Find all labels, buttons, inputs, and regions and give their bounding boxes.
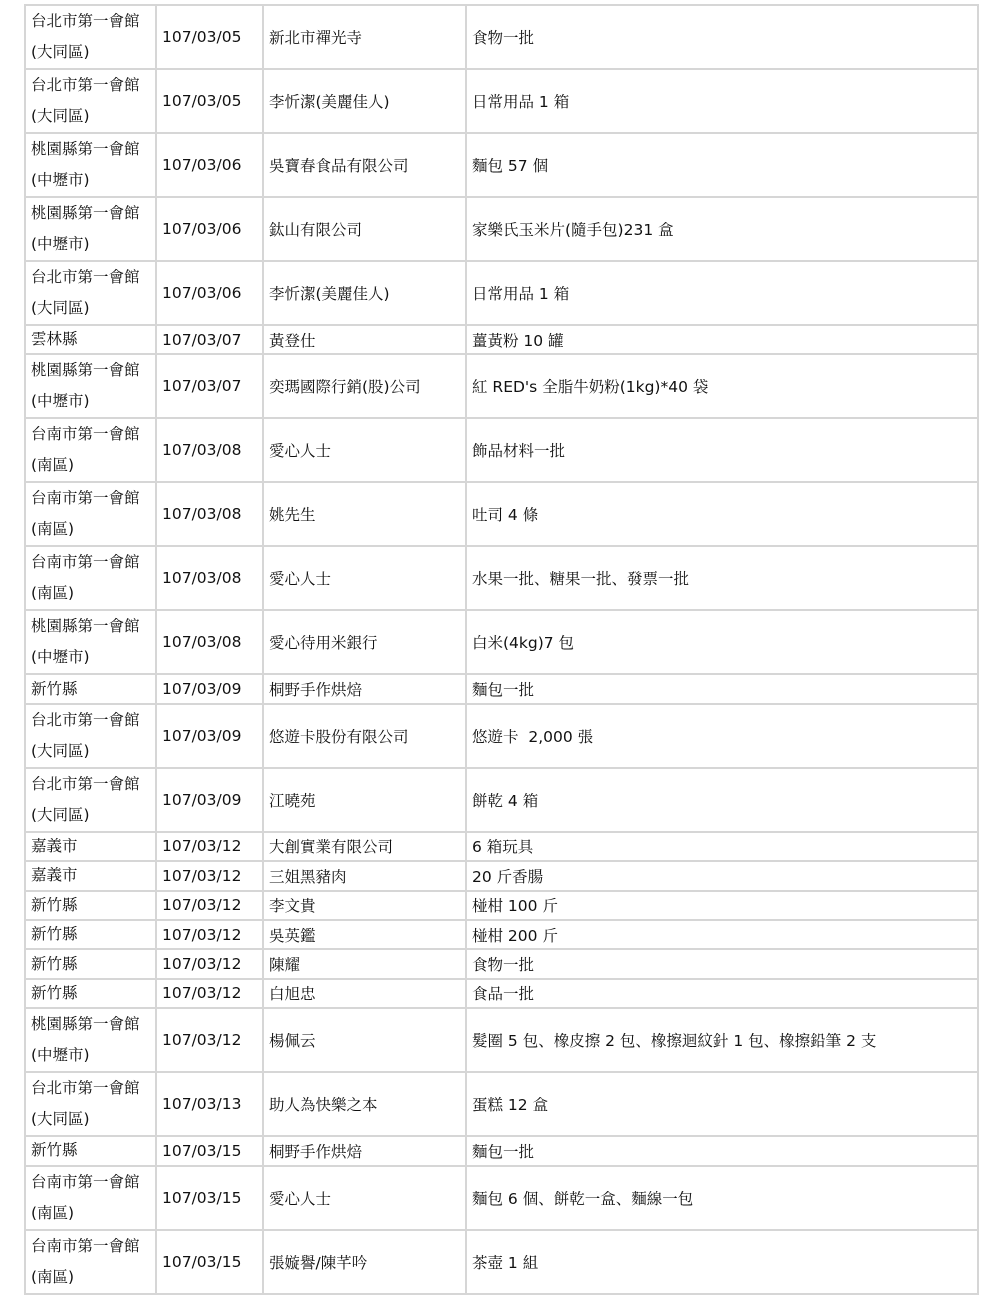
branch-cell <box>25 354 156 418</box>
donation-table <box>24 4 979 1295</box>
date-cell: 107/03/12 <box>156 979 263 1008</box>
table-row <box>25 979 978 1008</box>
branch-cell <box>25 674 156 703</box>
branch-district: (大同區) <box>31 805 90 824</box>
branch-name: 新竹縣 <box>31 925 78 944</box>
item-cell: 蛋糕 12 盒 <box>466 1072 978 1136</box>
item-cell: 椪柑 200 斤 <box>466 920 978 949</box>
donor-cell: 悠遊卡股份有限公司 <box>263 704 466 768</box>
branch-cell <box>25 482 156 546</box>
table-row <box>25 261 978 325</box>
branch-cell <box>25 891 156 920</box>
date-cell: 107/03/09 <box>156 768 263 832</box>
table-row <box>25 482 978 546</box>
branch-name: 桃園縣第一會館 <box>31 1015 140 1034</box>
donor-cell: 新北市禪光寺 <box>263 5 466 69</box>
item-cell: 食物一批 <box>466 949 978 978</box>
branch-name: 新竹縣 <box>31 1141 78 1160</box>
branch-name: 新竹縣 <box>31 679 78 698</box>
item-cell: 食品一批 <box>466 979 978 1008</box>
item-cell: 日常用品 1 箱 <box>466 261 978 325</box>
branch-cell <box>25 920 156 949</box>
branch-name: 台南市第一會館 <box>31 1236 140 1255</box>
table-row <box>25 768 978 832</box>
date-cell: 107/03/12 <box>156 861 263 890</box>
donor-cell: 愛心人士 <box>263 546 466 610</box>
branch-name: 桃園縣第一會館 <box>31 617 140 636</box>
branch-cell <box>25 1166 156 1230</box>
table-row <box>25 1008 978 1072</box>
item-cell: 紅 RED's 全脂牛奶粉(1kg)*40 袋 <box>466 354 978 418</box>
item-cell: 茶壺 1 組 <box>466 1230 978 1294</box>
table-row <box>25 197 978 261</box>
item-cell: 吐司 4 條 <box>466 482 978 546</box>
branch-name: 台北市第一會館 <box>31 710 140 729</box>
branch-name: 嘉義市 <box>31 836 78 855</box>
branch-cell <box>25 1008 156 1072</box>
branch-cell <box>25 5 156 69</box>
branch-cell <box>25 861 156 890</box>
donation-table-body <box>25 5 978 1294</box>
donor-cell: 愛心人士 <box>263 418 466 482</box>
item-cell: 麵包 6 個、餅乾一盒、麵線一包 <box>466 1166 978 1230</box>
table-row <box>25 704 978 768</box>
branch-district: (大同區) <box>31 741 90 760</box>
table-row <box>25 1072 978 1136</box>
branch-cell <box>25 768 156 832</box>
date-cell: 107/03/15 <box>156 1136 263 1165</box>
table-row <box>25 861 978 890</box>
branch-cell <box>25 704 156 768</box>
branch-name: 台北市第一會館 <box>31 774 140 793</box>
table-row <box>25 354 978 418</box>
donor-cell: 江曉苑 <box>263 768 466 832</box>
item-cell: 白米(4kg)7 包 <box>466 610 978 674</box>
date-cell: 107/03/05 <box>156 69 263 133</box>
branch-district: (中壢市) <box>31 235 90 253</box>
table-row <box>25 674 978 703</box>
table-row <box>25 832 978 861</box>
donor-cell: 大創實業有限公司 <box>263 832 466 861</box>
branch-name: 台北市第一會館 <box>31 268 140 286</box>
donor-cell: 姚先生 <box>263 482 466 546</box>
table-row <box>25 920 978 949</box>
item-cell: 食物一批 <box>466 5 978 69</box>
branch-cell <box>25 1230 156 1294</box>
branch-name: 台南市第一會館 <box>31 425 140 444</box>
date-cell: 107/03/15 <box>156 1230 263 1294</box>
table-row <box>25 1136 978 1165</box>
donor-cell: 李文貴 <box>263 891 466 920</box>
item-cell: 椪柑 100 斤 <box>466 891 978 920</box>
date-cell: 107/03/09 <box>156 704 263 768</box>
date-cell: 107/03/12 <box>156 1008 263 1072</box>
date-cell: 107/03/08 <box>156 546 263 610</box>
donor-cell: 愛心待用米銀行 <box>263 610 466 674</box>
donor-cell: 愛心人士 <box>263 1166 466 1230</box>
donor-cell: 黃登仕 <box>263 325 466 354</box>
table-row <box>25 891 978 920</box>
branch-name: 台北市第一會館 <box>31 76 140 94</box>
branch-name: 台南市第一會館 <box>31 553 140 572</box>
table-row <box>25 325 978 354</box>
donor-cell: 奕瑪國際行銷(股)公司 <box>263 354 466 418</box>
table-row <box>25 1166 978 1230</box>
donor-cell: 三姐黑豬肉 <box>263 861 466 890</box>
branch-cell <box>25 610 156 674</box>
branch-district: (中壢市) <box>31 1046 90 1065</box>
branch-district: (南區) <box>31 520 75 539</box>
branch-cell <box>25 949 156 978</box>
branch-cell <box>25 979 156 1008</box>
date-cell: 107/03/06 <box>156 261 263 325</box>
donor-cell: 白旭忠 <box>263 979 466 1008</box>
date-cell: 107/03/07 <box>156 325 263 354</box>
branch-cell <box>25 832 156 861</box>
donor-cell: 吳英鑑 <box>263 920 466 949</box>
date-cell: 107/03/12 <box>156 949 263 978</box>
table-row <box>25 610 978 674</box>
item-cell: 薑黃粉 10 罐 <box>466 325 978 354</box>
table-row <box>25 133 978 197</box>
table-row <box>25 5 978 69</box>
item-cell: 麵包一批 <box>466 1136 978 1165</box>
branch-district: (中壢市) <box>31 392 90 411</box>
table-row <box>25 1230 978 1294</box>
item-cell: 餅乾 4 箱 <box>466 768 978 832</box>
branch-name: 嘉義市 <box>31 866 78 885</box>
branch-cell <box>25 325 156 354</box>
date-cell: 107/03/06 <box>156 133 263 197</box>
branch-name: 台北市第一會館 <box>31 12 140 30</box>
item-cell: 髮圈 5 包、橡皮擦 2 包、橡擦迴紋針 1 包、橡擦鉛筆 2 支 <box>466 1008 978 1072</box>
item-cell: 悠遊卡 2,000 張 <box>466 704 978 768</box>
branch-name: 雲林縣 <box>31 330 78 349</box>
branch-name: 台北市第一會館 <box>31 1079 140 1098</box>
branch-district: (大同區) <box>31 107 90 125</box>
item-cell: 日常用品 1 箱 <box>466 69 978 133</box>
branch-cell <box>25 133 156 197</box>
branch-name: 桃園縣第一會館 <box>31 140 140 158</box>
branch-district: (中壢市) <box>31 648 90 667</box>
branch-district: (南區) <box>31 584 75 603</box>
donor-cell: 張嫙譽/陳芊吟 <box>263 1230 466 1294</box>
branch-name: 新竹縣 <box>31 983 78 1002</box>
branch-cell <box>25 69 156 133</box>
date-cell: 107/03/08 <box>156 482 263 546</box>
donor-cell: 李忻潔(美麗佳人) <box>263 69 466 133</box>
branch-cell <box>25 261 156 325</box>
table-row <box>25 69 978 133</box>
item-cell: 麵包 57 個 <box>466 133 978 197</box>
branch-district: (南區) <box>31 456 75 475</box>
branch-name: 台南市第一會館 <box>31 1172 140 1191</box>
branch-name: 桃園縣第一會館 <box>31 361 140 380</box>
branch-cell <box>25 546 156 610</box>
table-row <box>25 418 978 482</box>
branch-name: 新竹縣 <box>31 954 78 973</box>
date-cell: 107/03/08 <box>156 418 263 482</box>
branch-district: (大同區) <box>31 1110 90 1129</box>
donor-cell: 桐野手作烘焙 <box>263 1136 466 1165</box>
branch-district: (大同區) <box>31 299 90 317</box>
branch-district: (南區) <box>31 1203 75 1222</box>
donor-cell: 桐野手作烘焙 <box>263 674 466 703</box>
date-cell: 107/03/07 <box>156 354 263 418</box>
branch-name: 桃園縣第一會館 <box>31 204 140 222</box>
date-cell: 107/03/12 <box>156 920 263 949</box>
date-cell: 107/03/06 <box>156 197 263 261</box>
branch-cell <box>25 1072 156 1136</box>
table-row <box>25 949 978 978</box>
donor-cell: 助人為快樂之本 <box>263 1072 466 1136</box>
donor-cell: 楊佩云 <box>263 1008 466 1072</box>
donor-cell: 陳耀 <box>263 949 466 978</box>
date-cell: 107/03/09 <box>156 674 263 703</box>
table-row <box>25 546 978 610</box>
item-cell: 20 斤香腸 <box>466 861 978 890</box>
branch-name: 新竹縣 <box>31 895 78 914</box>
branch-district: (南區) <box>31 1267 75 1286</box>
branch-name: 台南市第一會館 <box>31 489 140 508</box>
branch-cell <box>25 197 156 261</box>
date-cell: 107/03/12 <box>156 832 263 861</box>
donor-cell: 李忻潔(美麗佳人) <box>263 261 466 325</box>
item-cell: 水果一批、糖果一批、發票一批 <box>466 546 978 610</box>
item-cell: 6 箱玩具 <box>466 832 978 861</box>
date-cell: 107/03/05 <box>156 5 263 69</box>
branch-district: (中壢市) <box>31 171 90 189</box>
item-cell: 飾品材料一批 <box>466 418 978 482</box>
date-cell: 107/03/15 <box>156 1166 263 1230</box>
donor-cell: 吳寶春食品有限公司 <box>263 133 466 197</box>
branch-cell <box>25 418 156 482</box>
item-cell: 麵包一批 <box>466 674 978 703</box>
date-cell: 107/03/08 <box>156 610 263 674</box>
date-cell: 107/03/13 <box>156 1072 263 1136</box>
item-cell: 家樂氏玉米片(隨手包)231 盒 <box>466 197 978 261</box>
donor-cell: 鈦山有限公司 <box>263 197 466 261</box>
date-cell: 107/03/12 <box>156 891 263 920</box>
branch-cell <box>25 1136 156 1165</box>
branch-district: (大同區) <box>31 43 90 61</box>
